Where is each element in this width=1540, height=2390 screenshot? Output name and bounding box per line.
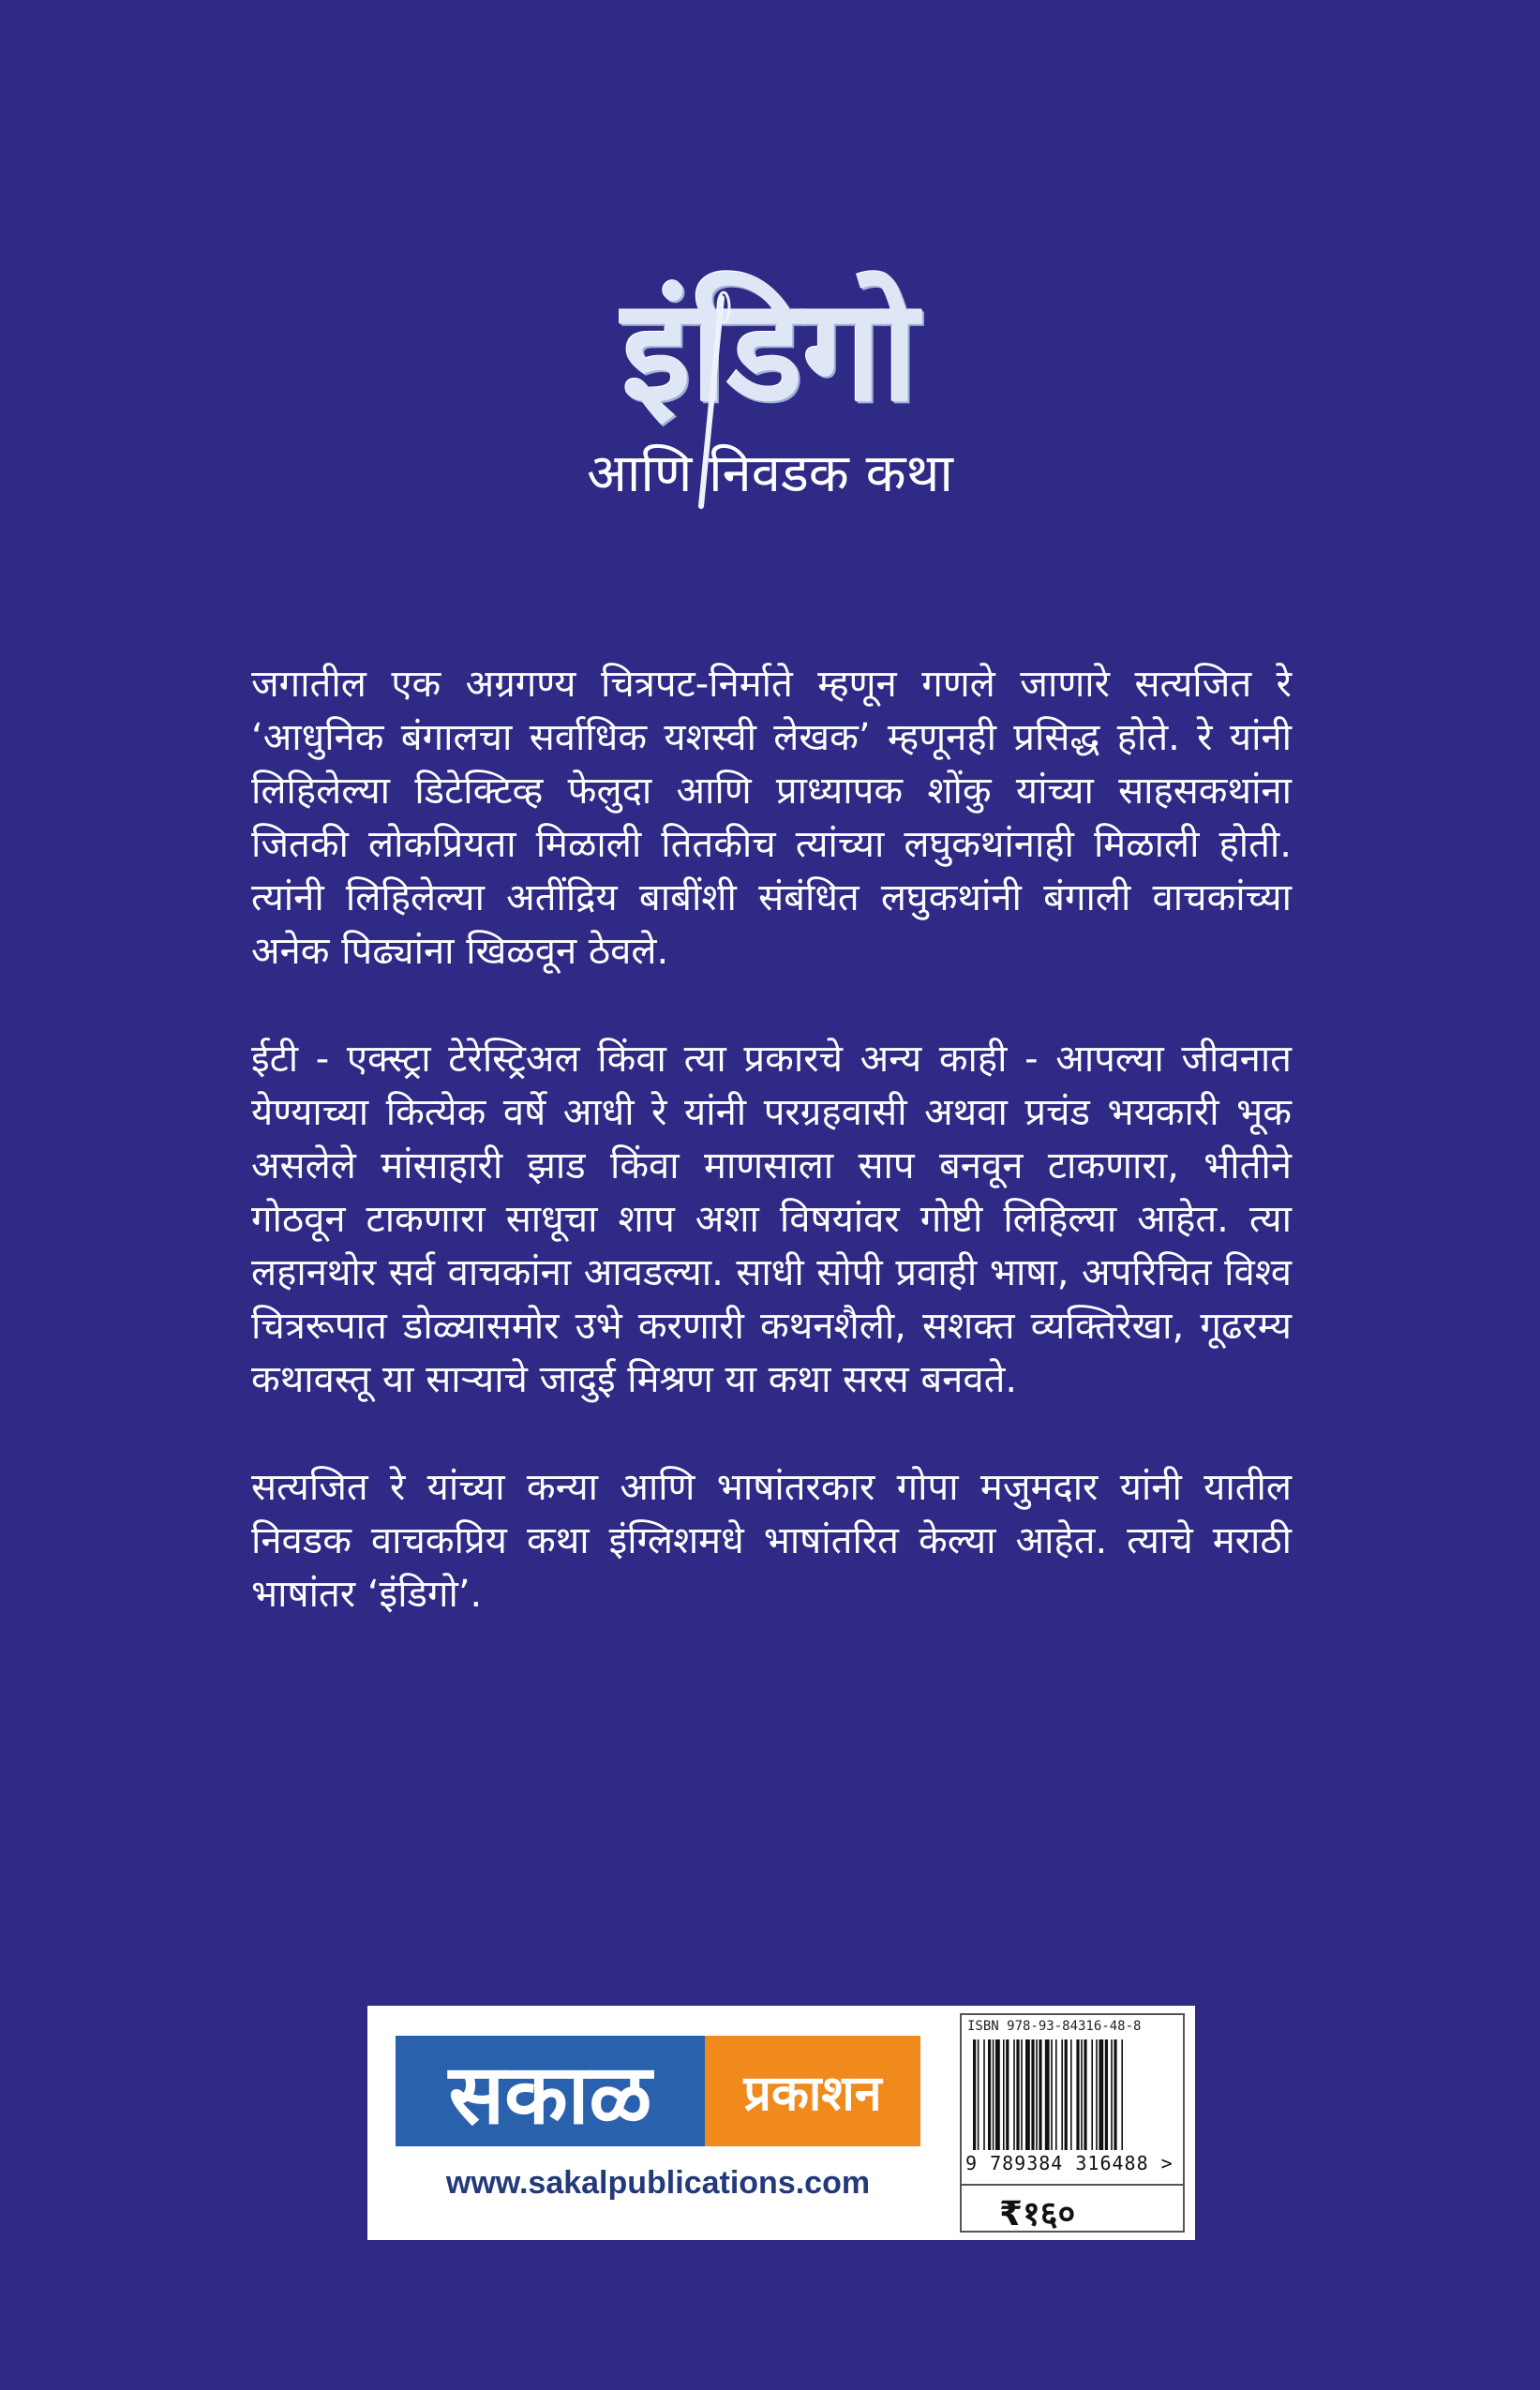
blurb-paragraph-3: सत्यजित रे यांच्या कन्या आणि भाषांतरकार गोपा मजुमदार यांनी यातील निवडक वाचकप्रिय कथा इंग्लिशमधे भाषांतरित केल्या आहेत. त्याचे मराठी भाषांतर ‘इंडिगो’. bbox=[251, 1466, 1292, 1616]
logo-sakal: सकाळ bbox=[396, 2036, 705, 2146]
book-title: इंडिगो bbox=[621, 270, 919, 433]
barcode-box bbox=[960, 2013, 1185, 2233]
blurb-paragraph-2: ईटी - एक्स्ट्रा टेरेस्ट्रिअल किंवा त्या प्रकारचे अन्य काही - आपल्या जीवनात येण्याच्या कित्येक वर्षे आधी रे यांनी परग्रहवासी अथवा प्रचंड भयकारी भूक असलेले मांसाहारी झाड किंवा माणसाला साप बनवून टाकणारा, भीतीने गोठवून टाकणारा साधूचा शाप अशा विषयांवर गोष्टी लिहिल्या आहेत. त्या लहानथोर सर्व वाचकांना आवडल्या. साधी सोपी प्रवाही भाषा, अपरिचित विश्व चित्ररूपात डोळ्यासमोर उभे करणारी कथनशैली, सशक्त व्यक्तिरेखा, गूढरम्य कथावस्तू या साऱ्याचे जादुई मिश्रण या कथा सरस बनवते. bbox=[251, 1038, 1292, 1401]
price-divider bbox=[962, 2184, 1183, 2186]
publisher-website[interactable]: www.sakalpublications.com bbox=[445, 2165, 871, 2201]
blurb-text bbox=[251, 658, 1292, 1676]
publisher-logo bbox=[396, 2036, 920, 2146]
publisher-footer bbox=[367, 2006, 1195, 2240]
logo-prakashan: प्रकाशन bbox=[705, 2036, 920, 2146]
isbn-label: ISBN 978-93-84316-48-8 bbox=[967, 2019, 1142, 2034]
price: ₹१६० bbox=[999, 2195, 1076, 2233]
barcode-icon bbox=[971, 2039, 1175, 2150]
book-subtitle: आणि निवडक कथा bbox=[587, 443, 953, 504]
barcode-digits: 9 789384 316488 > bbox=[965, 2152, 1174, 2174]
needle-icon bbox=[0, 0, 1540, 656]
blurb-paragraph-1: जगातील एक अग्रगण्य चित्रपट-निर्माते म्हणून गणले जाणारे सत्यजित रे ‘आधुनिक बंगालचा सर्वाधिक यशस्वी लेखक’ म्हणूनही प्रसिद्ध होते. रे यांनी लिहिलेल्या डिटेक्टिव्ह फेलुदा आणि प्राध्यापक शोंकु यांच्या साहसकथांना जितकी लोकप्रियता मिळाली तितकीच त्यांच्या लघुकथांनाही मिळाली होती. त्यांनी लिहिलेल्या अतींद्रिय बाबींशी संबंधित लघुकथांनी बंगाली वाचकांच्या अनेक पिढ्यांना खिळवून ठेवले. bbox=[251, 663, 1292, 973]
